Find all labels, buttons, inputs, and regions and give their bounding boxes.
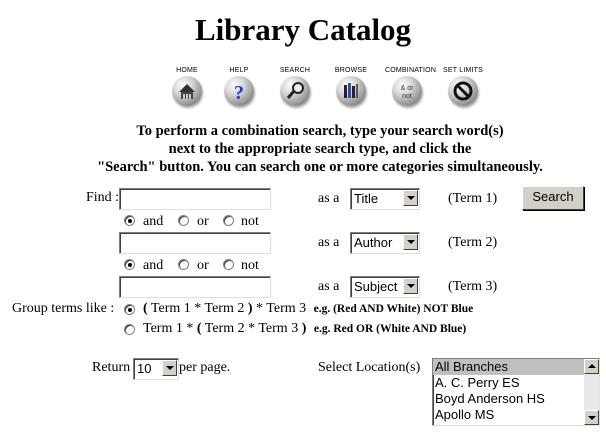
set-limits-icon (448, 76, 478, 106)
term-2-type-value: Author (354, 235, 393, 250)
term-2-input[interactable] (119, 232, 271, 254)
nav-set-limits-label: SET LIMITS (443, 67, 483, 74)
group-1-paren-open: ( (143, 301, 148, 316)
as-a-label-3: as a (318, 279, 340, 294)
bool-2-and-label: and (143, 258, 164, 273)
nav-browse-label: BROWSE (334, 67, 368, 74)
term-1-input[interactable] (119, 188, 271, 210)
instructions-line-2: next to the appropriate search type, and click the (168, 141, 472, 157)
bool-1-or-radio[interactable] (178, 215, 189, 226)
find-label: Find : (86, 190, 120, 205)
term-3-type-select[interactable] (350, 276, 420, 298)
bool-2-not-label: not (241, 258, 259, 273)
svg-text:& or: & or (400, 85, 414, 92)
scroll-up-icon[interactable] (584, 359, 599, 374)
scroll-down-icon[interactable] (584, 410, 599, 425)
browse-icon (336, 76, 366, 106)
term-1-type-select[interactable] (350, 188, 420, 210)
bool-row-2 (124, 258, 274, 274)
search-icon (280, 76, 310, 106)
nav-search[interactable] (273, 66, 317, 106)
group-1-paren-close: ) (247, 301, 253, 316)
term-1-type-value: Title (354, 191, 379, 206)
location-option[interactable]: Boyd Anderson HS (435, 391, 545, 406)
bool-1-or-label: or (197, 214, 209, 229)
location-option[interactable]: A. C. Perry ES (435, 375, 520, 390)
location-option[interactable]: All Branches (433, 359, 599, 375)
group-1-expr: Term 1 * Term 2 (150, 301, 245, 316)
group-option-2 (143, 321, 466, 337)
bool-1-and-radio[interactable] (124, 215, 135, 226)
return-count-select[interactable] (133, 358, 179, 380)
bool-2-and-radio[interactable] (124, 259, 135, 270)
bool-1-and-label: and (143, 214, 164, 229)
nav-help-label: HELP (229, 67, 249, 74)
return-label: Return (92, 360, 131, 375)
term-2-type-select[interactable] (350, 232, 420, 254)
location-listbox[interactable] (432, 358, 600, 426)
group-option-1 (143, 301, 473, 317)
nav-combination-label: COMBINATION (385, 67, 437, 74)
location-scrollbar[interactable] (584, 359, 599, 425)
group-1-rest: * Term 3 (256, 301, 307, 316)
nav-home[interactable] (165, 66, 209, 106)
combination-icon (392, 76, 422, 106)
bool-2-not-radio[interactable] (223, 259, 234, 270)
bool-2-or-radio[interactable] (178, 259, 189, 270)
term-2-label: (Term 2) (448, 235, 498, 250)
group-option-1-radio[interactable] (124, 304, 135, 315)
nav-set-limits[interactable] (441, 66, 485, 106)
bool-1-not-label: not (241, 214, 259, 229)
home-icon (172, 76, 202, 106)
nav-browse[interactable] (329, 66, 373, 106)
nav-search-label: SEARCH (279, 67, 311, 74)
chevron-down-icon[interactable] (403, 278, 418, 294)
group-2-example: e.g. Red OR (White AND Blue) (313, 323, 467, 335)
term-3-input[interactable] (119, 276, 271, 298)
as-a-label-1: as a (318, 191, 340, 206)
location-option[interactable]: Apollo MS (435, 407, 495, 422)
term-1-label: (Term 1) (448, 191, 498, 206)
chevron-down-icon[interactable] (403, 234, 418, 250)
instructions-line-3: "Search" button. You can search one or more categories simultaneously. (97, 159, 543, 175)
instructions (60, 122, 580, 176)
page-title: Library Catalog (194, 12, 412, 47)
per-page-label: per page. (179, 360, 231, 375)
nav-home-label: HOME (176, 67, 198, 74)
chevron-down-icon[interactable] (162, 360, 177, 376)
group-option-2-radio[interactable] (124, 324, 135, 335)
group-1-example: e.g. (Red AND White) NOT Blue (313, 303, 474, 315)
group-2-paren-close: ) (301, 321, 307, 336)
term-3-type-value: Subject (354, 279, 398, 294)
chevron-down-icon[interactable] (403, 190, 418, 206)
nav-toolbar (165, 66, 495, 118)
svg-text:not: not (402, 93, 412, 100)
instructions-line-1: To perform a combination search, type your search word(s) (136, 123, 504, 139)
nav-combination[interactable] (385, 66, 437, 106)
search-button[interactable]: Search (522, 186, 584, 210)
location-label: Select Location(s) (318, 360, 421, 375)
return-count-value: 10 (137, 361, 152, 376)
bool-1-not-radio[interactable] (223, 215, 234, 226)
help-icon (224, 76, 254, 106)
as-a-label-2: as a (318, 235, 340, 250)
group-terms-label: Group terms like : (12, 301, 115, 316)
svg-text:?: ? (234, 82, 244, 103)
term-3-label: (Term 3) (448, 279, 498, 294)
group-2-paren-open: ( (196, 321, 202, 336)
bool-row-1 (124, 214, 274, 230)
bool-2-or-label: or (197, 258, 209, 273)
nav-help[interactable] (217, 66, 261, 106)
group-2-pre: Term 1 * (143, 321, 194, 336)
group-2-expr: Term 2 * Term 3 (204, 321, 299, 336)
